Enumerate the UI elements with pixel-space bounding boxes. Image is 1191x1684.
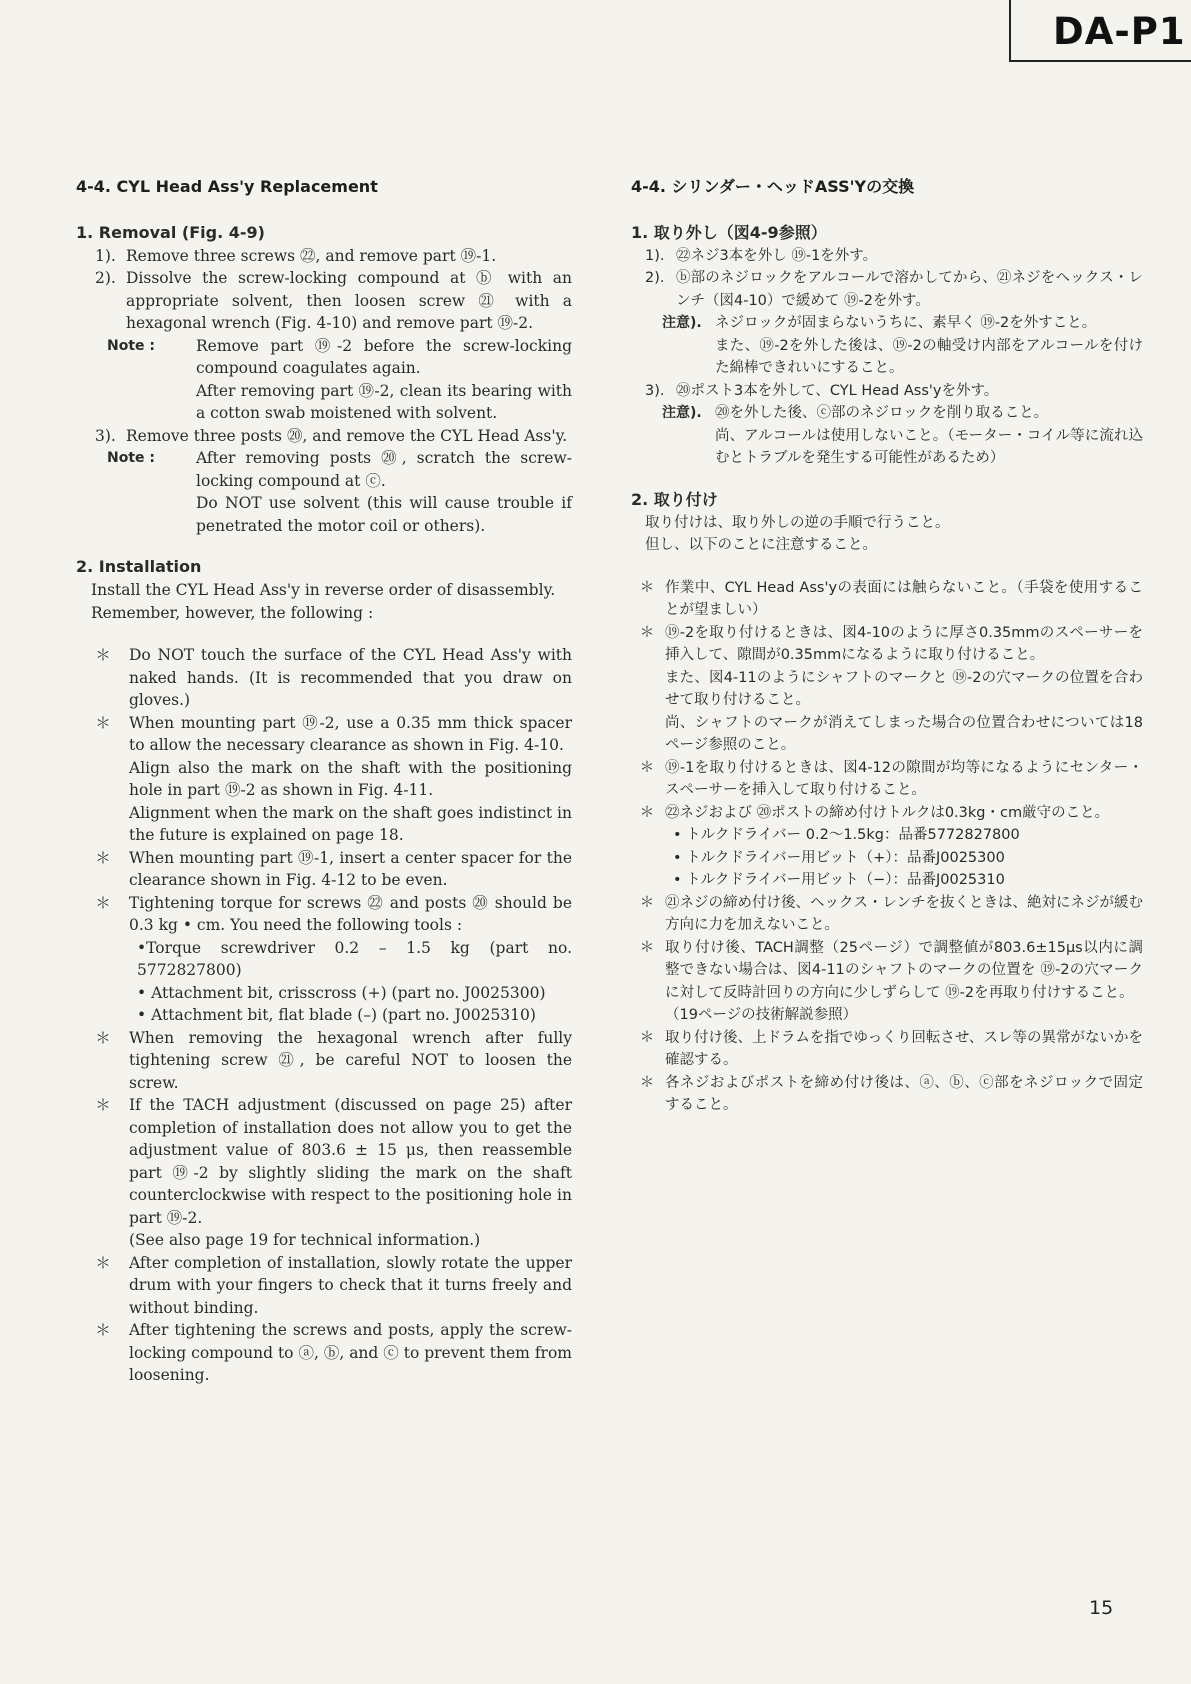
section-title-en: 4-4. CYL Head Ass'y Replacement [76,177,378,196]
bullet-text: ㉒ネジおよび ⑳ポストの締め付けトルクは0.3kg・cm厳守のこと。 [665,804,1110,821]
note-line: ⑳を外した後、ⓒ部のネジロックを削り取ること。 [715,405,1049,421]
install-bullet-ja [635,622,1143,757]
removal-step-1-ja [645,245,1143,268]
bullet-text: 各ネジおよびポストを締め付け後は、ⓐ、ⓑ、ⓒ部をネジロックで固定すること。 [665,1074,1143,1113]
bullet-text: 作業中、CYL Head Ass'yの表面には触らないこと。（手袋を使用することが望ましい） [665,579,1143,618]
removal-step-3 [95,425,572,448]
page-number: 15 [1089,1597,1114,1619]
intro-line: 取り付けは、取り外しの逆の手順で行うこと。 [645,514,950,531]
asterisk-icon: ＊ [639,894,655,911]
tool-item: • トルクドライバー用ビット（+）：品番J0025300 [673,849,1005,866]
note-line: 尚、アルコールは使用しないこと。（モーター・コイル等に流れ込むとトラブルを発生する可能性があるため） [715,427,1143,466]
model-header-tab [1009,0,1191,62]
installation-intro [91,579,572,624]
asterisk-icon: ＊ [639,624,655,641]
note-line: Do NOT use solvent (this will cause trouble if penetrated the motor coil or others). [196,494,572,535]
asterisk-icon: ＊ [639,759,655,776]
step-text: Dissolve the screw-locking compound at ⓑ with an appropriate solvent, then loosen screw ㉑ with a hexagonal wrench (Fig. 4-10) and remove part ⑲-2. [126,269,572,332]
install-bullet-ja [635,577,1143,622]
removal-step-3-ja [645,380,1143,403]
install-bullet [91,1094,572,1252]
removal-note-1-ja [662,312,1143,380]
removal-note-1 [107,335,572,425]
asterisk-icon: ＊ [95,646,111,664]
install-bullet-ja [635,802,1143,892]
section-title-ja: 4-4. シリンダー・ヘッドASS'Yの交換 [631,177,915,196]
intro-line: 但し、以下のことに注意すること。 [645,537,877,553]
bullet-extra: また、図4-11のようにシャフトのマークと ⑲-2の穴マークの位置を合わせて取り付けること。 [665,669,1143,708]
bullet-extra: 尚、シャフトのマークが消えてしまった場合の位置合わせについては18ページ参照のこと。 [665,714,1143,753]
asterisk-icon: ＊ [639,1074,655,1091]
asterisk-icon: ＊ [639,1029,655,1046]
bullet-text: When mounting part ⑲-2, use a 0.35 mm thick spacer to allow the necessary clearance as shown in Fig. 4-10. [129,713,572,754]
asterisk-icon: ＊ [95,1096,111,1114]
bullet-text: After tightening the screws and posts, apply the screw-locking compound to ⓐ, ⓑ, and ⓒ to prevent them from loosening. [129,1321,572,1384]
step-text: ⑳ポスト3本を外して、CYL Head Ass'yを外す。 [676,382,999,399]
tool-item: • トルクドライバー用ビット（−）：品番J0025310 [673,872,1005,888]
bullet-extra: Alignment when the mark on the shaft goes indistinct in the future is explained on page 18. [129,803,572,844]
asterisk-icon: ＊ [95,1321,111,1339]
note-label: 注意). [662,315,702,331]
asterisk-icon: ＊ [95,893,111,912]
english-column [76,176,572,1387]
install-bullet [91,892,572,1027]
install-bullet [91,712,572,847]
bullet-text: ⑲-1を取り付けるときは、図4-12の隙間が均等になるようにセンター・スペーサーを挿入して取り付けること。 [665,759,1143,798]
step-number: 3). [645,382,665,399]
step-number: 1). [645,247,665,264]
note-line: また、⑲-2を外した後は、⑲-2の軸受け内部をアルコールを付けた綿棒できれいにすること。 [715,337,1143,376]
step-number: 2). [645,270,665,286]
asterisk-icon: ＊ [95,1028,111,1047]
step-number: 3). [95,426,116,445]
install-bullet-ja [635,892,1143,937]
install-bullet [91,1252,572,1320]
installation-intro-ja [645,512,1143,557]
install-bullet [91,1027,572,1095]
removal-note-2 [107,447,572,537]
bullet-text: When removing the hexagonal wrench after fully tightening screw ㉑, be careful NOT to loosen the screw. [129,1028,572,1092]
bullet-text: 取り付け後、上ドラムを指でゆっくり回転させ、スレ等の異常がないかを確認する。 [665,1029,1143,1068]
bullet-text: When mounting part ⑲-1, insert a center spacer for the clearance shown in Fig. 4-12 to be even. [129,848,572,889]
note-line: After removing posts ⑳, scratch the screw-locking compound at ⓒ. [196,449,572,490]
bullet-extra: （19ページの技術解説参照） [665,1007,858,1023]
tool-item: •Torque screwdriver 0.2 – 1.5 kg (part no. 5772827800) [137,938,572,979]
step-number: 1). [95,246,116,265]
removal-step-1 [95,245,572,268]
step-number: 2). [95,269,116,287]
note-line: ネジロックが固まらないうちに、素早く ⑲-2を外すこと。 [715,315,1097,331]
step-text: Remove three screws ㉒, and remove part ⑲-1. [126,246,497,265]
bullet-extra: Align also the mark on the shaft with the positioning hole in part ⑲-2 as shown in Fig. 4-11. [129,758,572,799]
intro-line: Install the CYL Head Ass'y in reverse order of disassembly. [91,581,556,599]
asterisk-icon: ＊ [95,713,111,732]
step-text: ㉒ネジ3本を外し ⑲-1を外す。 [676,247,878,264]
note-line: Remove part ⑲-2 before the screw-locking compound coagulates again. [196,336,572,377]
note-label: 注意). [662,405,702,421]
note-label: Note : [107,337,155,354]
install-bullet-ja [635,757,1143,802]
bullet-text: Do NOT touch the surface of the CYL Head Ass'y with naked hands. (It is recommended that you draw on gloves.) [129,646,572,709]
bullet-extra: (See also page 19 for technical information.) [129,1231,481,1249]
step-text: Remove three posts ⑳, and remove the CYL Head Ass'y. [126,426,568,445]
asterisk-icon: ＊ [639,579,655,596]
bullet-text: If the TACH adjustment (discussed on page 25) after completion of installation does not allow you to get the adjustment value of 803.6 ± 15 μs, then reassemble part ⑲-2 by slightly sliding the mark on the shaft counterclockwise with respect to the positioning hole in part ⑲-2. [129,1096,572,1227]
install-bullet [91,1319,572,1387]
tool-item: • トルクドライバー 0.2〜1.5kg：品番5772827800 [673,827,1020,843]
tool-item: • Attachment bit, flat blade (–) (part no. J0025310) [137,1006,536,1024]
installation-heading-en: 2. Installation [76,557,202,576]
note-line: After removing part ⑲-2, clean its bearing with a cotton swab moistened with solvent. [196,381,572,422]
removal-note-2-ja [662,402,1143,470]
bullet-text: 取り付け後、TACH調整（25ページ）で調整値が803.6±15μs以内に調整できない場合は、図4-11のシャフトのマークの位置を ⑲-2の穴マークに対して反時計回りの方向に少しずらして ⑲-2を再取り付けすること。 [665,939,1143,1001]
bullet-text: ㉑ネジの締め付け後、ヘックス・レンチを抜くときは、絶対にネジが緩む方向に力を加えないこと。 [665,894,1143,933]
install-bullet-ja [635,1027,1143,1072]
intro-line: Remember, however, the following : [91,603,374,622]
asterisk-icon: ＊ [95,1253,111,1272]
asterisk-icon: ＊ [95,848,111,867]
removal-step-2 [95,267,572,335]
install-bullet-ja [635,1072,1143,1117]
install-bullet-ja [635,937,1143,1027]
japanese-column [631,176,1143,1117]
asterisk-icon: ＊ [639,939,655,956]
note-label: Note : [107,450,155,466]
bullet-text: Tightening torque for screws ㉒ and posts ⑳ should be 0.3 kg • cm. You need the following tools : [129,893,572,934]
removal-heading-en: 1. Removal (Fig. 4-9) [76,222,265,242]
installation-heading-ja: 2. 取り付け [631,489,718,509]
removal-heading-ja: 1. 取り外し（図4-9参照） [631,222,827,242]
install-bullet [91,847,572,892]
step-text: ⓑ部のネジロックをアルコールで溶かしてから、㉑ネジをヘックス・レンチ（図4-10）で緩めて ⑲-2を外す。 [676,270,1143,309]
install-bullet [91,644,572,712]
model-name: DA-P1 [1053,10,1186,53]
removal-step-2-ja [645,267,1143,312]
tool-item: • Attachment bit, crisscross (+) (part no. J0025300) [137,983,546,1002]
bullet-text: ⑲-2を取り付けるときは、図4-10のように厚さ0.35mmのスペーサーを挿入して、隙間が0.35mmになるように取り付けること。 [665,624,1143,663]
bullet-text: After completion of installation, slowly rotate the upper drum with your fingers to check that it turns freely and without binding. [129,1253,572,1317]
asterisk-icon: ＊ [639,804,655,821]
